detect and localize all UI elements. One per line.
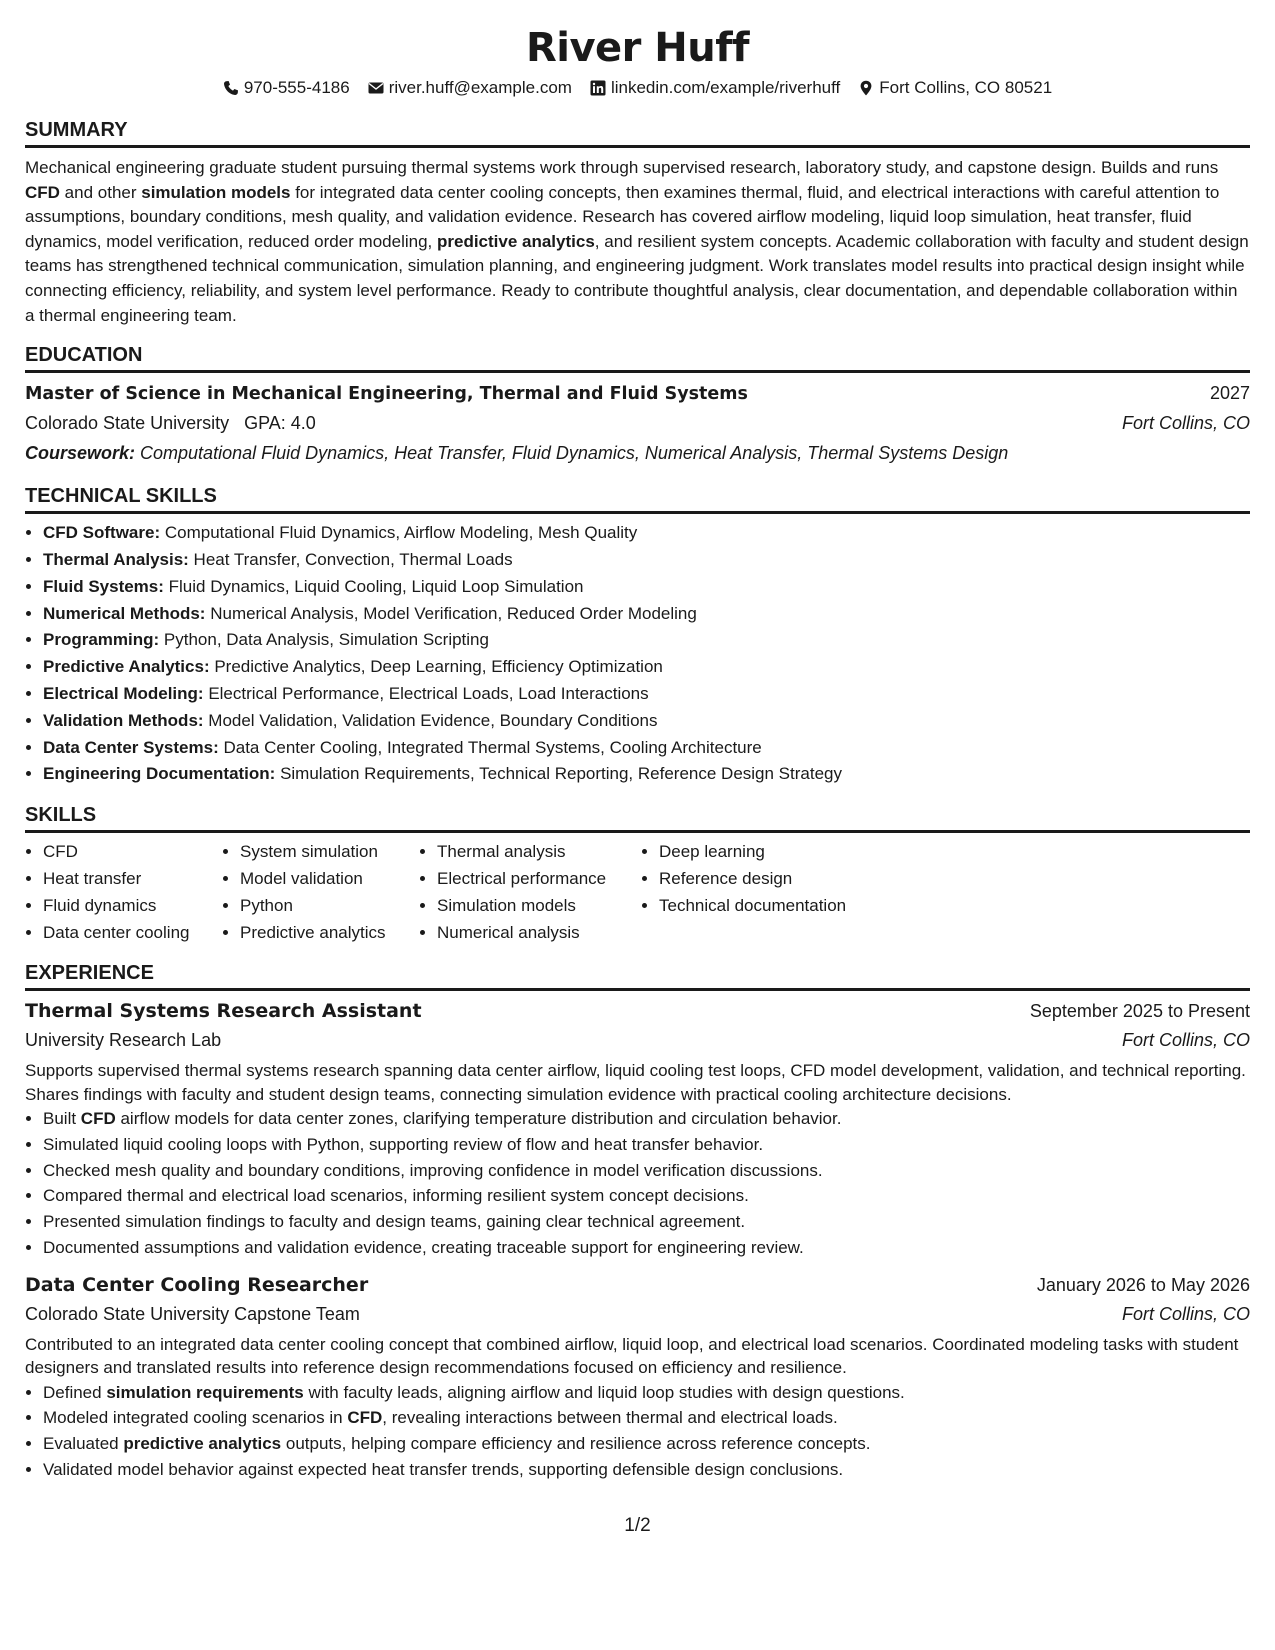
school-info — [25, 408, 316, 438]
section-title-technical-skills: TECHNICAL SKILLS — [25, 483, 1250, 514]
skill-category-text: Model Validation, Validation Evidence, Boundary Conditions — [203, 710, 658, 730]
school-row — [25, 408, 1250, 438]
skill-category-label: Electrical Modeling: — [43, 683, 204, 703]
job-header-row — [25, 1271, 1250, 1299]
job-bullets — [25, 1380, 1250, 1483]
skill-category-text: Electrical Performance, Electrical Loads, Load Interactions — [203, 683, 649, 703]
technical-skill-item — [43, 708, 1250, 735]
coursework: Coursework: Computational Fluid Dynamics, Heat Transfer, Fluid Dynamics, Numerical Analysis, Thermal Systems Design — [25, 443, 1009, 464]
summary-section — [25, 117, 1250, 328]
job-bullets — [25, 1106, 1250, 1260]
job-bullet — [43, 1158, 1250, 1184]
skill-category-text: Fluid Dynamics, Liquid Cooling, Liquid Loop Simulation — [163, 576, 584, 596]
bullet-text: Built — [43, 1109, 81, 1129]
contact-linkedin[interactable] — [590, 76, 840, 100]
job-entry — [25, 997, 1250, 1260]
skill-category-text: Python, Data Analysis, Simulation Scripting — [159, 630, 489, 650]
skill-category-label: Predictive Analytics: — [43, 657, 210, 677]
skill-item: • Numerical analysis — [437, 920, 641, 947]
contact-email[interactable] — [368, 76, 572, 100]
job-bullet — [43, 1209, 1250, 1235]
skills-grid — [25, 839, 1250, 946]
candidate-name: River Huff — [525, 25, 750, 71]
job-bullet — [43, 1405, 1250, 1431]
job-entry — [25, 1271, 1250, 1483]
skill-category-text: Data Center Cooling, Integrated Thermal Systems, Cooling Architecture — [218, 737, 762, 757]
skill-item: • Fluid dynamics — [43, 893, 222, 920]
contact-phone[interactable] — [223, 76, 350, 100]
skills-column — [641, 839, 881, 946]
skill-item: • Thermal analysis — [437, 839, 641, 866]
skill-category-label: Data Center Systems: — [43, 737, 219, 757]
technical-skill-item — [43, 761, 1250, 788]
technical-skill-item — [43, 627, 1250, 654]
skill-category-label: Thermal Analysis: — [43, 549, 189, 569]
contact-location — [858, 76, 1052, 100]
job-organization: Colorado State University Capstone Team — [25, 1303, 360, 1324]
degree-year: 2027 — [1209, 383, 1250, 404]
bullet-bold-text: CFD — [80, 1109, 116, 1129]
section-title-summary: SUMMARY — [25, 117, 1250, 148]
technical-skill-item — [43, 547, 1250, 574]
skill-item: • Model validation — [240, 866, 419, 893]
job-org-row — [25, 1025, 1250, 1055]
technical-skill-item — [43, 520, 1250, 547]
skill-category-text: Predictive Analytics, Deep Learning, Efficiency Optimization — [209, 657, 663, 677]
bullet-text: Evaluated — [43, 1433, 124, 1453]
skill-item: • Simulation models — [437, 893, 641, 920]
job-location: Fort Collins, CO — [1121, 1303, 1250, 1324]
bullet-text: outputs, helping compare efficiency and resilience across reference concepts. — [281, 1433, 871, 1453]
skill-category-label: Numerical Methods: — [43, 603, 206, 623]
bullet-text: , revealing interactions between thermal and electrical loads. — [382, 1408, 838, 1428]
phone-text: 970-555-4186 — [243, 78, 350, 97]
job-organization: University Research Lab — [25, 1030, 222, 1051]
location-text: Fort Collins, CO 80521 — [879, 78, 1053, 97]
job-list — [25, 997, 1250, 1482]
contact-bar — [25, 76, 1250, 100]
job-header-row — [25, 997, 1250, 1025]
skills-column — [222, 839, 419, 946]
map-pin-icon — [858, 80, 874, 96]
skill-category-text: Heat Transfer, Convection, Thermal Loads — [188, 549, 513, 569]
page-number: 1/2 — [624, 1515, 651, 1536]
skill-category-label: CFD Software: — [43, 523, 161, 543]
skills-column — [25, 839, 222, 946]
degree-row — [25, 379, 1250, 408]
phone-icon — [223, 80, 239, 96]
resume-page — [25, 20, 1250, 1482]
technical-skill-item — [43, 574, 1250, 601]
job-dates: January 2026 to May 2026 — [1036, 1274, 1250, 1295]
skill-item: • Deep learning — [659, 839, 881, 866]
job-bullet — [43, 1235, 1250, 1261]
bullet-text: Validated model behavior against expected heat transfer trends, supporting defensible design conclusions. — [43, 1459, 844, 1479]
bullet-text: Documented assumptions and validation evidence, creating traceable support for engineering review. — [43, 1237, 804, 1257]
skills-section — [25, 802, 1250, 946]
skill-item: • Heat transfer — [43, 866, 222, 893]
bullet-text: Modeled integrated cooling scenarios in — [43, 1408, 348, 1428]
skill-category-text: Computational Fluid Dynamics, Airflow Modeling, Mesh Quality — [160, 523, 638, 543]
skill-item: • Data center cooling — [43, 920, 222, 947]
job-description: Contributed to an integrated data center cooling concept that combined airflow, liquid loop, and electrical load scenarios. Coordinated modeling tasks with student designers and translated results into reference design recommendations focused on efficiency and resilience. — [25, 1334, 1239, 1378]
school-name: Colorado State University — [25, 413, 230, 434]
job-title: Data Center Cooling Researcher — [25, 1273, 369, 1296]
technical-skills-list — [25, 520, 1250, 788]
email-text: river.huff@example.com — [388, 78, 572, 97]
skill-item: • CFD — [43, 839, 222, 866]
bullet-text: Simulated liquid cooling loops with Python, supporting review of flow and heat transfer behavior. — [43, 1135, 764, 1155]
skill-item: • Electrical performance — [437, 866, 641, 893]
section-title-experience: EXPERIENCE — [25, 960, 1250, 991]
skills-column — [419, 839, 641, 946]
job-description: Supports supervised thermal systems research spanning data center airflow, liquid cooling test loops, CFD model development, validation, and technical reporting. Shares findings with faculty and student design teams, connecting simulation evidence with practical cooling architecture decisions. — [25, 1061, 1246, 1104]
job-location: Fort Collins, CO — [1121, 1030, 1250, 1051]
skill-category-label: Fluid Systems: — [43, 576, 164, 596]
bullet-bold-text: predictive analytics — [123, 1433, 282, 1453]
job-org-row — [25, 1299, 1250, 1329]
skill-item: • Reference design — [659, 866, 881, 893]
job-bullet — [43, 1380, 1250, 1406]
skill-category-label: Validation Methods: — [43, 710, 204, 730]
section-title-education: EDUCATION — [25, 342, 1250, 373]
bullet-text: Compared thermal and electrical load scenarios, informing resilient system concept decisions. — [43, 1186, 749, 1206]
technical-skills-section — [25, 483, 1250, 788]
summary-text: Mechanical engineering graduate student pursuing thermal systems work through supervised research, laboratory study, and capstone design. Builds and runs CFD and other simulation models for integrated data center cooling concepts, then examines thermal, fluid, and electrical interactions with careful attention to assumptions, boundary conditions, mesh quality, and validation evidence. Research has covered airflow modeling, liquid loop simulation, heat transfer, fluid dynamics, model verification, reduced order modeling, predictive analytics, and resilient system concepts. Academic collaboration with faculty and student design teams has strengthened technical communication, simulation planning, and engineering judgment. Work translates model results into practical design insight while connecting efficiency, reliability, and system level performance. Ready to contribute thoughtful analysis, clear documentation, and dependable collaboration within a thermal engineering team. — [25, 158, 1249, 325]
skill-category-text: Simulation Requirements, Technical Reporting, Reference Design Strategy — [275, 764, 842, 784]
envelope-icon — [368, 80, 384, 96]
job-bullet — [43, 1106, 1250, 1132]
job-title: Thermal Systems Research Assistant — [25, 1000, 422, 1023]
job-bullet — [43, 1132, 1250, 1158]
education-section — [25, 342, 1250, 468]
skill-item: • Python — [240, 893, 419, 920]
technical-skill-item — [43, 601, 1250, 628]
skill-category-label: Programming: — [43, 630, 160, 650]
degree-title: Master of Science in Mechanical Engineering, Thermal and Fluid Systems — [25, 384, 748, 405]
bullet-bold-text: simulation requirements — [106, 1382, 304, 1402]
skill-category-text: Numerical Analysis, Model Verification, Reduced Order Modeling — [205, 603, 697, 623]
bullet-text: Checked mesh quality and boundary conditions, improving confidence in model verification discussions. — [43, 1160, 823, 1180]
section-title-skills: SKILLS — [25, 802, 1250, 833]
skill-item: • System simulation — [240, 839, 419, 866]
job-bullet — [43, 1183, 1250, 1209]
job-bullet — [43, 1431, 1250, 1457]
skill-item: • Predictive analytics — [240, 920, 419, 947]
skill-item: • Technical documentation — [659, 893, 881, 920]
bullet-text: Defined — [43, 1382, 107, 1402]
bullet-text: Presented simulation findings to faculty and design teams, gaining clear technical agreement. — [43, 1212, 746, 1232]
experience-section — [25, 960, 1250, 1482]
bullet-text: airflow models for data center zones, clarifying temperature distribution and circulation behavior. — [115, 1109, 842, 1129]
school-location: Fort Collins, CO — [1121, 413, 1250, 434]
technical-skill-item — [43, 654, 1250, 681]
linkedin-text: linkedin.com/example/riverhuff — [610, 78, 841, 97]
skill-category-label: Engineering Documentation: — [43, 764, 276, 784]
linkedin-icon — [590, 80, 606, 96]
gpa: GPA: 4.0 — [244, 413, 316, 434]
bullet-bold-text: CFD — [347, 1408, 383, 1428]
technical-skill-item — [43, 681, 1250, 708]
technical-skill-item — [43, 735, 1250, 762]
job-bullet — [43, 1457, 1250, 1483]
bullet-text: with faculty leads, aligning airflow and liquid loop studies with design questions. — [303, 1382, 905, 1402]
job-dates: September 2025 to Present — [1029, 1001, 1250, 1022]
